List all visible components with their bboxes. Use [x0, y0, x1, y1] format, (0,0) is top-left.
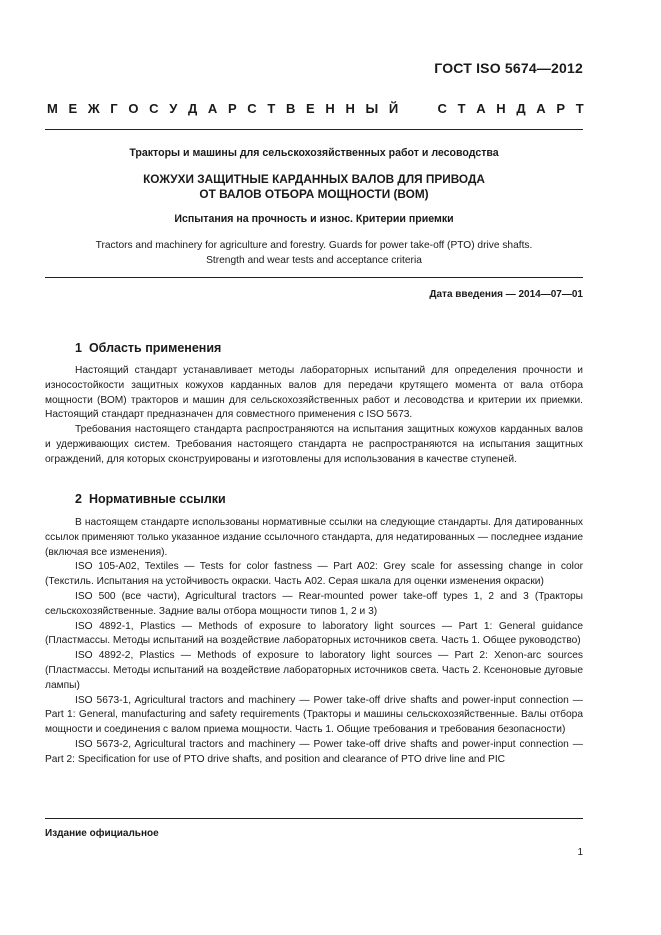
section-number: 2 — [75, 492, 82, 506]
document-title-line: КОЖУХИ ЗАЩИТНЫЕ КАРДАННЫХ ВАЛОВ ДЛЯ ПРИВОДА — [143, 172, 485, 186]
standard-letter: Д — [187, 101, 198, 116]
standard-letter: Ы — [365, 101, 379, 116]
paragraph: В настоящем стандарте использованы нормативные ссылки на следующие стандарты. Для датированных ссылок применяют только указанное издание ссылочного стандарта, для недатированных — последнее издание (включая все изменения). — [45, 517, 583, 558]
standard-letter: В — [285, 101, 296, 116]
reference-entry: ISO 4892-1, Plastics — Methods of exposure to laboratory light sources — Part 1: General guidance (Пластмассы. Методы испытаний на воздействие лабораторных источников света. Часть 1. Общее руководство) — [45, 620, 583, 647]
standard-letter: Г — [110, 101, 118, 116]
standard-letter: Е — [306, 101, 315, 116]
standard-letter: Н — [496, 101, 506, 116]
english-title — [45, 239, 583, 268]
standard-letter: С — [437, 101, 447, 116]
standard-letter: С — [149, 101, 159, 116]
document-title — [45, 172, 583, 201]
section-references-body — [45, 516, 583, 768]
paragraph: Настоящий стандарт устанавливает методы лабораторных испытаний для определения прочности и износостойкости защитных кожухов карданных валов для передачи крутящего момента от вала отбора мощности (ВОМ) тракторов и машин для сельскохозяйственных работ и лесоводства и критерии их приемки. Настоящий стандарт предназначен для совместного применения с ISO 5673. — [45, 365, 583, 421]
official-edition-label: Издание официальное — [45, 828, 159, 839]
section-scope-body — [45, 364, 583, 468]
section-title: Область применения — [88, 341, 222, 355]
standard-letter: С — [247, 101, 257, 116]
english-title-line: Strength and wear tests and acceptance criteria — [206, 254, 422, 266]
standard-letter: М — [47, 101, 58, 116]
paragraph: Требования настоящего стандарта распространяются на испытания защитных кожухов карданных валов и удерживающих систем. Требования настоящего стандарта не распространяются на испытания защитных ограждений, для которых сконструированы и изготовлены для использования в качестве ступеней. — [45, 424, 583, 465]
english-title-line: Tractors and machinery for agriculture and forestry. Guards for power take-off (PTO) drive shafts. — [95, 240, 533, 251]
standard-letter: Н — [325, 101, 335, 116]
document-subtitle: Тракторы и машины для сельскохозяйственных работ и лесоводства — [129, 147, 499, 159]
standard-letter: А — [476, 101, 486, 116]
reference-entry: ISO 4892-2, Plastics — Methods of exposure to laboratory light sources — Part 2: Xenon-arc sources (Пластмассы. Методы испытаний на воздействие лабораторных источников света. Часть 2. Ксеноновые дуговые лампы) — [45, 650, 583, 691]
standard-letter: Д — [516, 101, 526, 116]
document-title-line: ОТ ВАЛОВ ОТБОРА МОЩНОСТИ (ВОМ) — [199, 186, 429, 201]
header-divider — [45, 129, 583, 130]
page-number: 1 — [577, 847, 583, 858]
standard-letter: А — [207, 101, 218, 116]
standard-letter: Т — [267, 101, 276, 116]
reference-entry: ISO 105-A02, Textiles — Tests for color fastness — Part A02: Grey scale for assessing change in color (Текстиль. Испытания на устойчивость окраски. Часть A02. Серая шкала для оценки изменения окраски) — [45, 561, 583, 588]
reference-entry: ISO 5673-2, Agricultural tractors and machinery — Power take-off drive shafts and power-input connection — Part 2: Specification for use of PTO drive shafts, and position and clearance of PTO drive line and PIC — [45, 738, 583, 765]
document-code: ГОСТ ISO 5674—2012 — [434, 60, 583, 76]
standard-letter — [423, 101, 427, 116]
standard-letter: Н — [345, 101, 355, 116]
standard-letter: Т — [457, 101, 466, 116]
standard-letter — [409, 101, 413, 116]
section-number: 1 — [75, 341, 82, 355]
standard-letter: А — [536, 101, 546, 116]
standard-letter: Р — [556, 101, 566, 116]
standard-type-heading — [47, 101, 584, 116]
reference-entry: ISO 500 (все части), Agricultural tractors — Rear-mounted power take-off types 1, 2 and 3 (Тракторы сельскохозяйственные. Задние валы отбора мощности типов 1, 2 и 3) — [45, 590, 583, 617]
footer-divider — [45, 818, 583, 819]
section-heading-scope — [75, 341, 221, 355]
standard-letter: Ж — [87, 101, 100, 116]
section-title: Нормативные ссылки — [88, 492, 226, 506]
standard-letter: Е — [68, 101, 78, 116]
section-heading-normative-references — [75, 492, 226, 506]
standard-letter: Р — [227, 101, 237, 116]
document-tests-title: Испытания на прочность и износ. Критерии приемки — [174, 213, 454, 225]
standard-letter: У — [169, 101, 178, 116]
introduction-date: Дата введения — 2014—07—01 — [429, 289, 583, 300]
standard-letter: О — [128, 101, 139, 116]
standard-letter: Й — [388, 101, 399, 116]
reference-entry: ISO 5673-1, Agricultural tractors and machinery — Power take-off drive shafts and power-input connection — Part 1: General, manufacturing and safety requirements (Тракторы и машины сельскохозяйственные. Валы отбора мощности и соединения с валом приема мощности. Часть 1. Общие требования и требования безопасности) — [45, 694, 583, 736]
standard-letter: Т — [575, 101, 584, 116]
title-divider — [45, 277, 583, 278]
